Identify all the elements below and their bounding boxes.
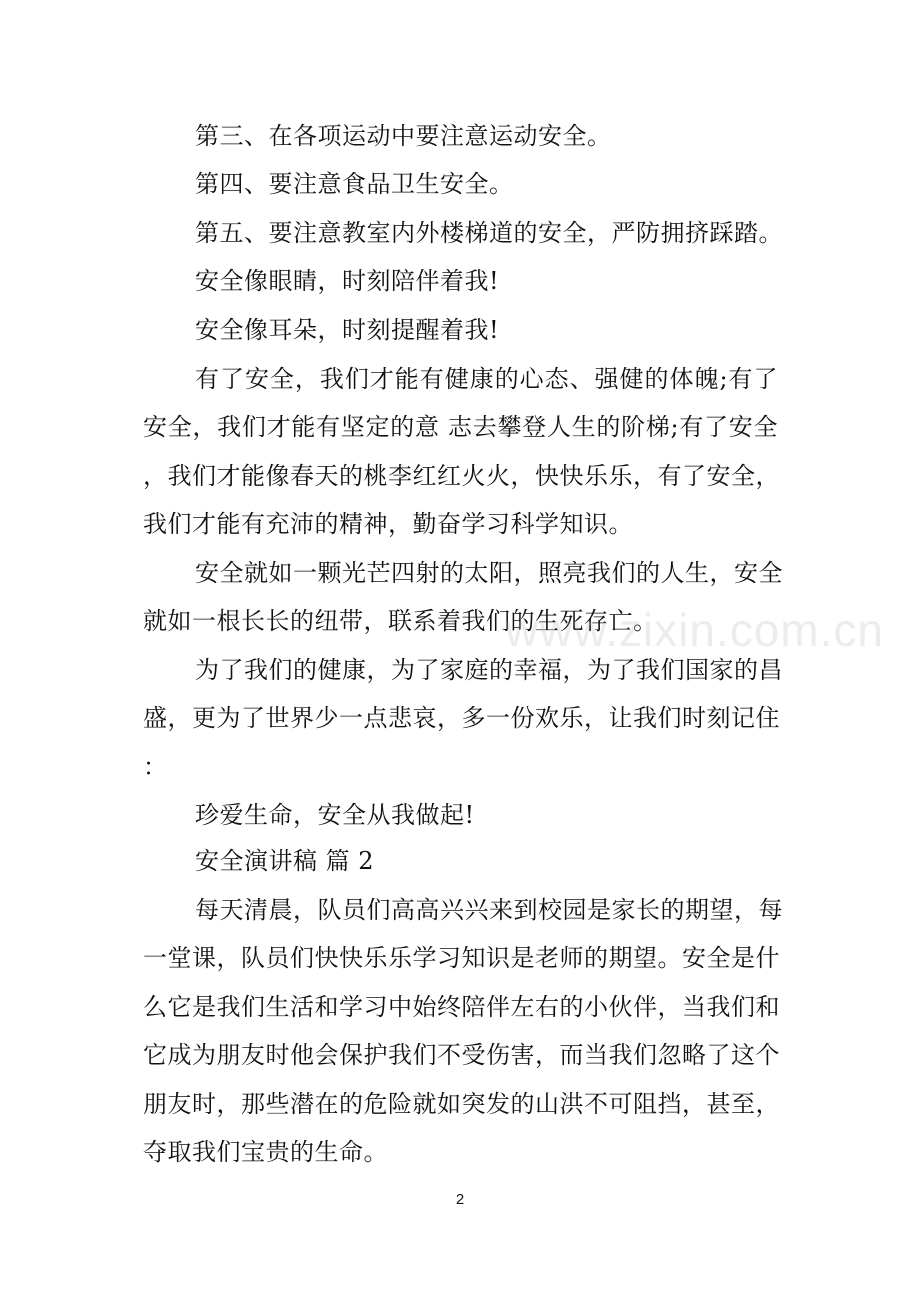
text-line: 安全，我们才能有坚定的意 志去攀登人生的阶梯;有了安全 <box>143 413 778 441</box>
text-line: 它成为朋友时他会保护我们不受伤害，而当我们忽略了这个 <box>143 1041 780 1069</box>
text-line: 每天清晨，队员们高高兴兴来到校园是家长的期望，每 <box>195 896 783 924</box>
text-line: 第三、在各项运动中要注意运动安全。 <box>195 122 612 150</box>
text-line: 朋友时，那些潜在的危险就如突发的山洪不可阻挡，甚至， <box>143 1090 780 1118</box>
section-heading: 安全演讲稿 篇 2 <box>195 847 375 875</box>
text-line: 安全像眼睛，时刻陪伴着我! <box>195 267 500 295</box>
text-line: ，我们才能像春天的桃李红红火火，快快乐乐，有了安全， <box>143 462 780 490</box>
text-line: 为了我们的健康，为了家庭的幸福，为了我们国家的昌 <box>195 656 783 684</box>
text-line: 盛，更为了世界少一点悲哀，多一份欢乐，让我们时刻记住 <box>143 704 780 732</box>
text-line: 夺取我们宝贵的生命。 <box>143 1138 388 1166</box>
page-number: 2 <box>455 1191 465 1208</box>
text-line: 第五、要注意教室内外楼梯道的安全，严防拥挤踩踏。 <box>195 219 783 247</box>
text-line: ： <box>143 753 168 781</box>
text-line: 一堂课，队员们快快乐乐学习知识是老师的期望。安全是什 <box>143 944 780 972</box>
text-line: 么它是我们生活和学习中始终陪伴左右的小伙伴，当我们和 <box>143 993 780 1021</box>
text-line: 就如一根长长的纽带，联系着我们的生死存亡。 <box>143 607 658 635</box>
text-line: 安全就如一颗光芒四射的太阳，照亮我们的人生，安全 <box>195 559 783 587</box>
text-line: 珍爱生命，安全从我做起! <box>195 801 475 829</box>
watermark: www.zixin.com.cn <box>505 604 884 656</box>
text-line: 有了安全，我们才能有健康的心态、强健的体魄;有了 <box>195 365 778 393</box>
text-line: 我们才能有充沛的精神，勤奋学习科学知识。 <box>143 510 633 538</box>
text-line: 第四、要注意食品卫生安全。 <box>195 170 514 198</box>
text-line: 安全像耳朵，时刻提醒着我! <box>195 316 500 344</box>
